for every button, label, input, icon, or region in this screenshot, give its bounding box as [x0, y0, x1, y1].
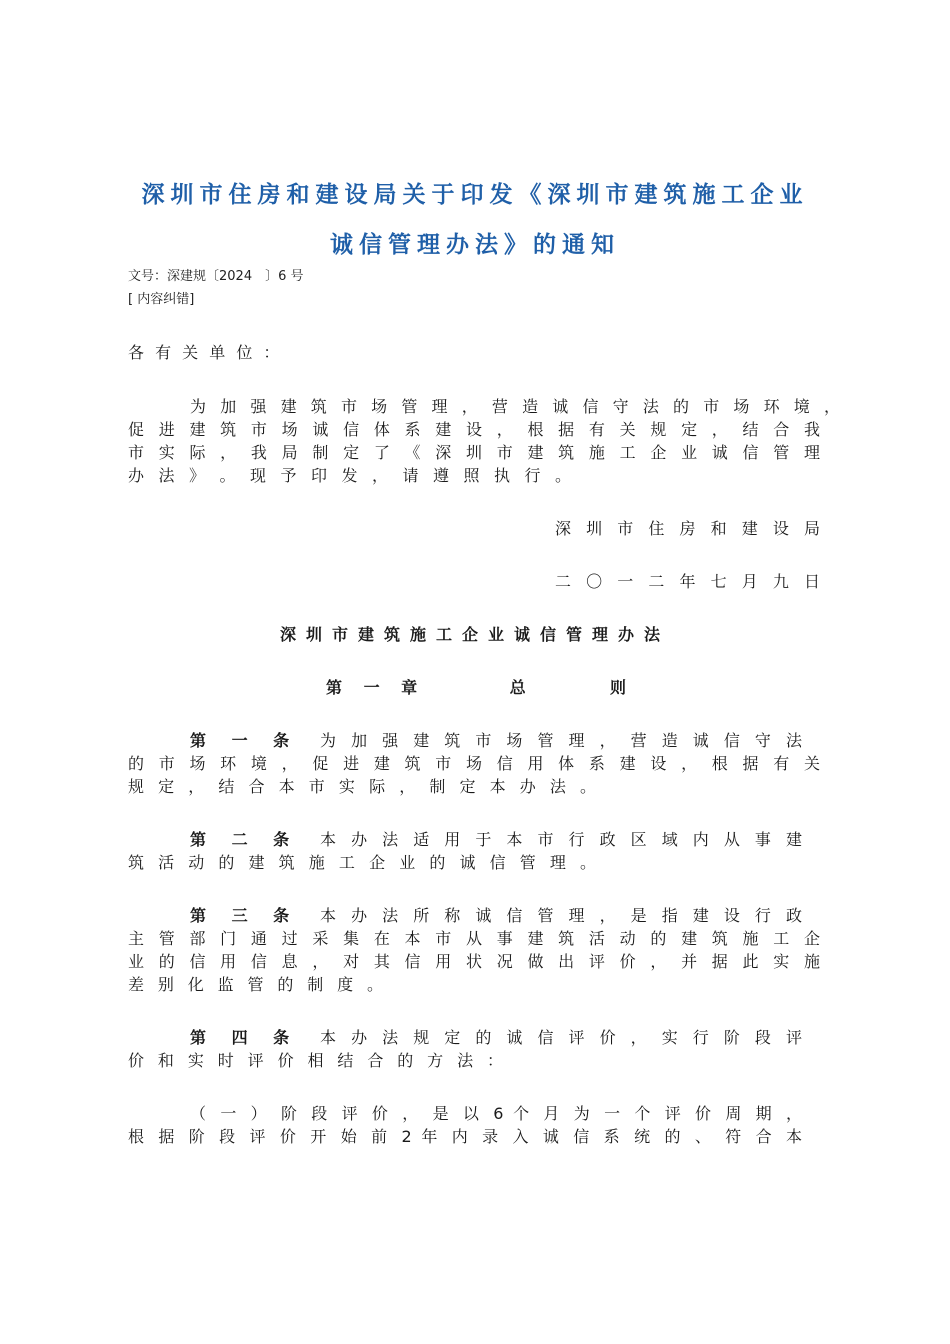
chapter-number: 第 一 章	[326, 678, 426, 697]
article-text: 本 办 法 所 称 诚 信 管 理 ， 是 指 建 设 行 政	[320, 906, 802, 925]
issuer: 深 圳 市 住 房 和 建 设 局	[555, 519, 820, 538]
content-correction-link[interactable]: [ 内容纠错]	[128, 292, 195, 307]
document-number: 文号：深建规〔2024 〕6 号	[128, 269, 304, 284]
article-text-line: 价 和 实 时 评 价 相 结 合 的 方 法 ：	[128, 1051, 503, 1070]
article-text: 本 办 法 规 定 的 诚 信 评 价 ， 实 行 阶 段 评	[320, 1028, 802, 1047]
article-1-first-line	[190, 728, 802, 751]
article-4-first-line	[190, 1025, 802, 1048]
chapter-heading	[326, 675, 626, 698]
article-2-first-line	[190, 827, 802, 850]
page-title-line-2: 诚信管理办法》的通知	[330, 232, 620, 258]
notice-body-line: 促 进 建 筑 市 场 诚 信 体 系 建 设 ， 根 据 有 关 规 定 ， 结 合 我	[128, 420, 820, 439]
article-text-line: 差 别 化 监 管 的 制 度 。	[128, 975, 383, 994]
page-title-line-1: 深圳市住房和建设局关于印发《深圳市建筑施工企业	[141, 182, 809, 208]
article-heading: 第 一 条	[190, 731, 300, 750]
article-text-line: 的 市 场 环 境 ， 促 进 建 筑 市 场 信 用 体 系 建 设 ， 根 据 有 关	[128, 754, 820, 773]
article-3-first-line	[190, 903, 802, 926]
article-heading: 第 二 条	[190, 830, 300, 849]
article-text-line: 规 定 ， 结 合 本 市 实 际 ， 制 定 本 办 法 。	[128, 777, 596, 796]
clause-text-line: 根 据 阶 段 评 价 开 始 前 2 年 内 录 入 诚 信 系 统 的 、 符 合 本	[128, 1127, 802, 1146]
article-text-line: 主 管 部 门 通 过 采 集 在 本 市 从 事 建 筑 活 动 的 建 筑 施 工 企	[128, 929, 820, 948]
chapter-title-part: 则	[609, 678, 626, 697]
article-text-line: 筑 活 动 的 建 筑 施 工 企 业 的 诚 信 管 理 。	[128, 853, 596, 872]
notice-body-line: 办 法 》 。 现 予 印 发 ， 请 遵 照 执 行 。	[128, 466, 571, 485]
article-text: 本 办 法 适 用 于 本 市 行 政 区 域 内 从 事 建	[320, 830, 802, 849]
notice-body-line: 为 加 强 建 筑 市 场 管 理 ， 营 造 诚 信 守 法 的 市 场 环 境 ，	[190, 397, 840, 416]
regulation-title: 深圳市建筑施工企业诚信管理办法	[279, 625, 670, 644]
clause-text-line: （ 一 ） 阶 段 评 价 ， 是 以 6 个 月 为 一 个 评 价 周 期 ，	[190, 1104, 802, 1123]
notice-body-line: 市 实 际 ， 我 局 制 定 了 《 深 圳 市 建 筑 施 工 企 业 诚 信 管 理	[128, 443, 820, 462]
article-text-line: 业 的 信 用 信 息 ， 对 其 信 用 状 况 做 出 评 价 ， 并 据 此 实 施	[128, 952, 820, 971]
issue-date: 二 〇 一 二 年 七 月 九 日	[555, 572, 820, 591]
article-heading: 第 三 条	[190, 906, 300, 925]
article-text: 为 加 强 建 筑 市 场 管 理 ， 营 造 诚 信 守 法	[320, 731, 802, 750]
article-heading: 第 四 条	[190, 1028, 300, 1047]
chapter-title-part: 总	[509, 678, 526, 697]
salutation: 各 有 关 单 位 ：	[128, 343, 280, 362]
